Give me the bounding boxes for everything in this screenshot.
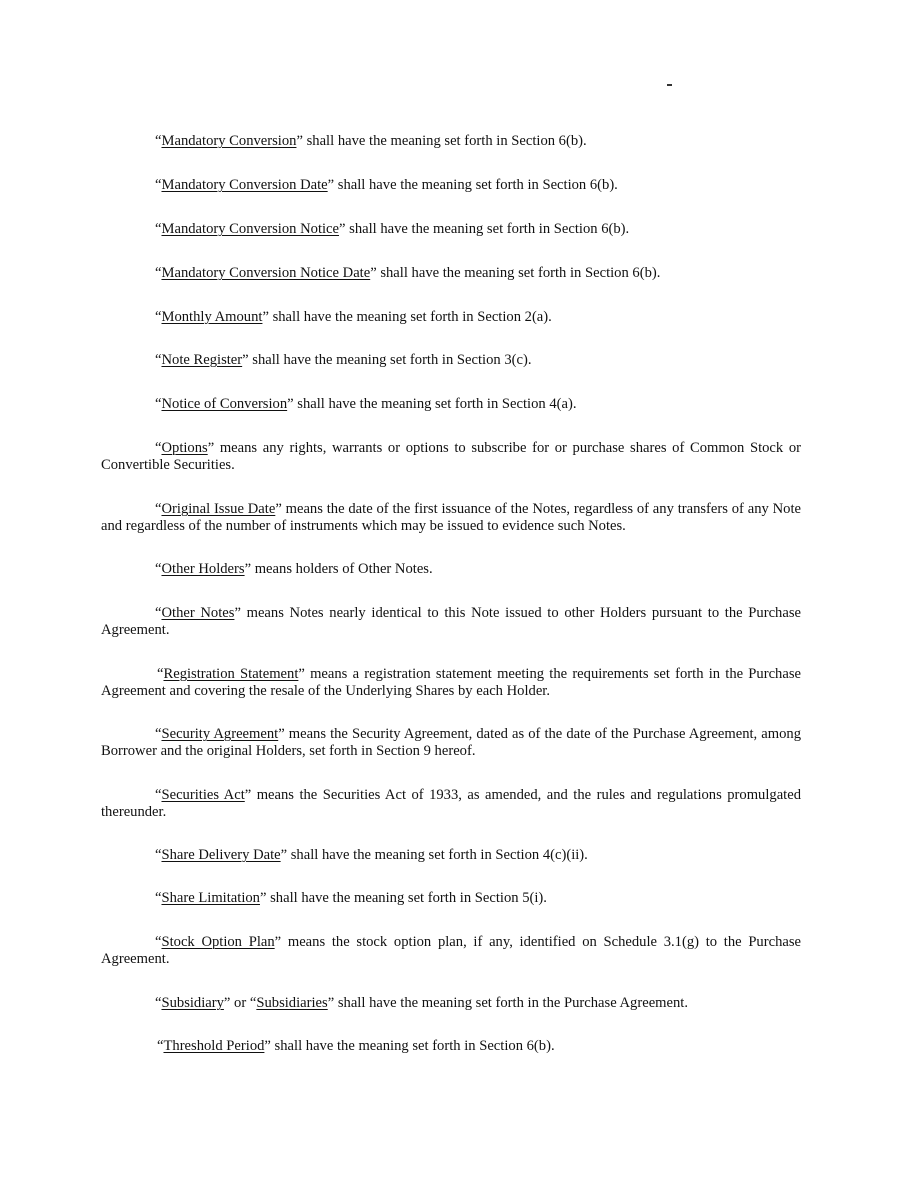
definition-subsidiary: “Subsidiary” or “Subsidiaries” shall have the meaning set forth in the Purchase Agreement. <box>155 995 688 1011</box>
defined-term: Other Holders <box>161 561 245 577</box>
defined-term: Note Register <box>161 352 243 368</box>
defined-term-2: Subsidiaries <box>256 995 328 1011</box>
definition-share-limitation: “Share Limitation” shall have the meaning set forth in Section 5(i). <box>155 890 547 906</box>
definition-mandatory-conversion-notice: “Mandatory Conversion Notice” shall have the meaning set forth in Section 6(b). <box>155 221 630 237</box>
defined-term: Threshold Period <box>163 1038 265 1054</box>
definition-text: shall have the meaning set forth in Section 4(c)(ii). <box>287 847 588 863</box>
definition-other-holders: “Other Holders” means holders of Other Notes. <box>155 561 433 577</box>
definition-notice-of-conversion: “Notice of Conversion” shall have the meaning set forth in Section 4(a). <box>155 396 577 412</box>
definition-stock-option-plan: “Stock Option Plan” means the stock option plan, if any, identified on Schedule 3.1(g) to the Purchase Agreement. <box>101 934 801 967</box>
definition-text: shall have the meaning set forth in Section 6(b). <box>302 133 587 149</box>
definition-text: shall have the meaning set forth in Section 6(b). <box>345 221 630 237</box>
defined-term: Stock Option Plan <box>161 934 275 950</box>
definition-text: means holders of Other Notes. <box>251 561 433 577</box>
definition-original-issue-date: “Original Issue Date” means the date of the first issuance of the Notes, regardless of any transfers of any Note and regardless of the number of instruments which may be issued to evidence such Notes. <box>101 501 801 534</box>
definition-options: “Options” means any rights, warrants or options to subscribe for or purchase shares of Common Stock or Convertible Securities. <box>101 440 801 473</box>
defined-term: Notice of Conversion <box>161 396 288 412</box>
definition-text: means the Security Agreement, dated as of the date of the Purchase Agreement, among Borrower and the original Holders, set forth in Section 9 hereof. <box>101 726 801 759</box>
definition-mandatory-conversion-notice-date: “Mandatory Conversion Notice Date” shall have the meaning set forth in Section 6(b). <box>155 265 661 281</box>
definition-security-agreement: “Security Agreement” means the Security Agreement, dated as of the date of the Purchase Agreement, among Borrower and the original Holders, set forth in Section 9 hereof. <box>101 726 801 759</box>
defined-term: Original Issue Date <box>161 501 276 517</box>
definition-registration-statement: “Registration Statement” means a registration statement meeting the requirements set forth in the Purchase Agreement and covering the resale of the Underlying Shares by each Holder. <box>101 666 801 699</box>
defined-term: Securities Act <box>161 787 245 803</box>
defined-term: Mandatory Conversion Notice <box>161 221 340 237</box>
scan-mark <box>667 84 672 86</box>
definition-monthly-amount: “Monthly Amount” shall have the meaning set forth in Section 2(a). <box>155 309 552 325</box>
definition-text: means the Securities Act of 1933, as amended, and the rules and regulations promulgated thereunder. <box>101 787 802 820</box>
definition-text: shall have the meaning set forth in Section 4(a). <box>293 396 577 412</box>
definition-other-notes: “Other Notes” means Notes nearly identical to this Note issued to other Holders pursuant to the Purchase Agreement. <box>101 605 801 638</box>
defined-term: Monthly Amount <box>161 309 263 325</box>
definition-text: means Notes nearly identical to this Note issued to other Holders pursuant to the Purchase Agreement. <box>101 605 801 638</box>
definition-connector: or <box>230 995 250 1011</box>
definition-text: shall have the meaning set forth in Section 6(b). <box>270 1038 555 1054</box>
defined-term: Share Limitation <box>161 890 260 906</box>
definition-text: means a registration statement meeting the requirements set forth in the Purchase Agreement and covering the resale of the Underlying Shares by each Holder. <box>101 666 801 699</box>
defined-term: Mandatory Conversion <box>161 133 297 149</box>
defined-term: Subsidiary <box>161 995 224 1011</box>
defined-term: Share Delivery Date <box>161 847 281 863</box>
definition-text: means any rights, warrants or options to subscribe for or purchase shares of Common Stock or Convertible Securities. <box>101 440 801 473</box>
definition-text: shall have the meaning set forth in Section 2(a). <box>268 309 552 325</box>
definition-text: shall have the meaning set forth in Section 6(b). <box>334 177 618 193</box>
definition-text: shall have the meaning set forth in Section 5(i). <box>266 890 547 906</box>
definition-securities-act: “Securities Act” means the Securities Act of 1933, as amended, and the rules and regulations promulgated thereunder. <box>101 787 802 820</box>
definition-text: shall have the meaning set forth in Section 3(c). <box>248 352 532 368</box>
defined-term: Options <box>161 440 208 456</box>
definition-mandatory-conversion-date: “Mandatory Conversion Date” shall have the meaning set forth in Section 6(b). <box>155 177 618 193</box>
definition-share-delivery-date: “Share Delivery Date” shall have the meaning set forth in Section 4(c)(ii). <box>155 847 588 863</box>
defined-term: Mandatory Conversion Date <box>161 177 328 193</box>
definition-threshold-period: “Threshold Period” shall have the meaning set forth in Section 6(b). <box>157 1038 555 1054</box>
definition-mandatory-conversion: “Mandatory Conversion” shall have the meaning set forth in Section 6(b). <box>155 133 587 149</box>
defined-term: Security Agreement <box>161 726 279 742</box>
definition-text: means the date of the first issuance of the Notes, regardless of any transfers of any Note and regardless of the number of instruments which may be issued to evidence such Notes. <box>101 501 801 534</box>
definition-text: shall have the meaning set forth in the Purchase Agreement. <box>334 995 688 1011</box>
defined-term: Mandatory Conversion Notice Date <box>161 265 371 281</box>
definition-text: means the stock option plan, if any, identified on Schedule 3.1(g) to the Purchase Agreement. <box>101 934 801 967</box>
definition-note-register: “Note Register” shall have the meaning set forth in Section 3(c). <box>155 352 532 368</box>
definition-text: shall have the meaning set forth in Section 6(b). <box>376 265 661 281</box>
defined-term: Other Notes <box>161 605 235 621</box>
defined-term: Registration Statement <box>163 666 299 682</box>
